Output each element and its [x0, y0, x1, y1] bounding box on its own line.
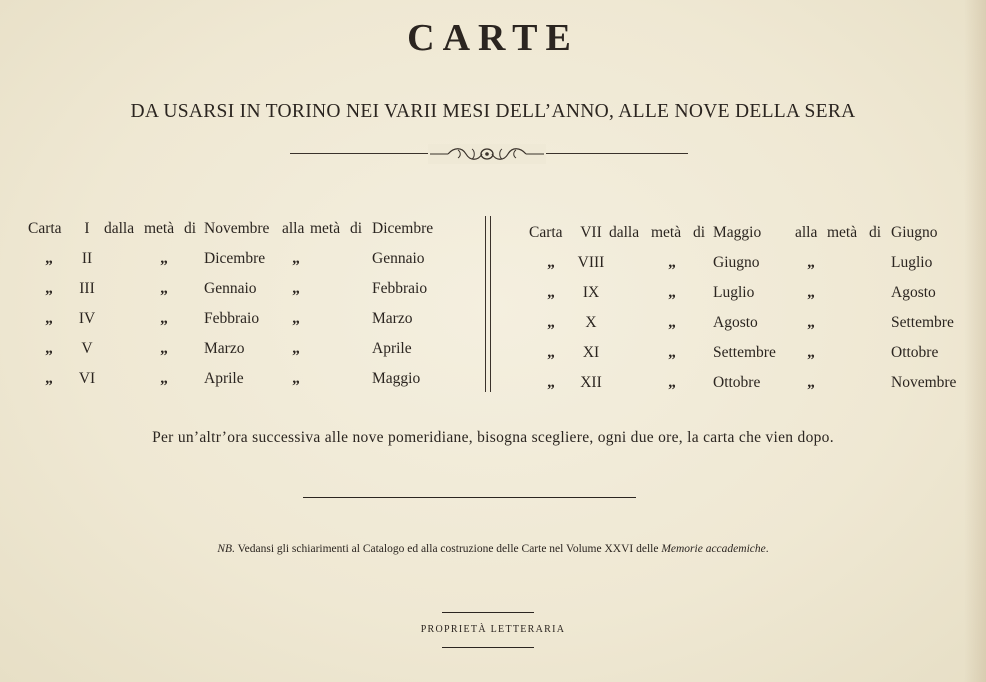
blank-cell: [184, 364, 204, 394]
ditto-mark: „: [45, 250, 53, 267]
blank-cell: [609, 308, 651, 338]
card-num: XII: [580, 374, 602, 391]
card-di2: di: [350, 220, 363, 237]
blank-cell: [869, 248, 891, 278]
card-to: Agosto: [891, 284, 936, 301]
blank-cell: [184, 304, 204, 334]
ditto-mark: „: [45, 370, 53, 387]
ditto-mark: „: [807, 374, 815, 391]
blank-cell: [693, 278, 713, 308]
ditto-mark: „: [45, 340, 53, 357]
blank-cell: [693, 248, 713, 278]
ditto-mark: „: [160, 310, 168, 327]
card-row: [529, 218, 965, 248]
blank-cell: [827, 308, 869, 338]
blank-cell: [104, 364, 144, 394]
ditto-mark: „: [807, 284, 815, 301]
ditto-mark: „: [668, 314, 676, 331]
card-di: di: [693, 224, 706, 241]
right-card-table: [529, 218, 965, 398]
column-divider: [485, 216, 491, 392]
ditto-mark: „: [807, 344, 815, 361]
card-alla: alla: [282, 220, 305, 237]
card-dalla: dalla: [609, 224, 640, 241]
card-meta: metà: [144, 220, 175, 237]
blank-cell: [104, 304, 144, 334]
blank-cell: [310, 334, 350, 364]
blank-cell: [869, 308, 891, 338]
card-label: Carta: [529, 224, 563, 241]
ditto-mark: „: [45, 310, 53, 327]
card-from: Agosto: [713, 314, 758, 331]
blank-cell: [310, 244, 350, 274]
nb-italic: Memorie accademiche: [661, 543, 766, 555]
blank-cell: [869, 368, 891, 398]
blank-cell: [609, 278, 651, 308]
card-row: [28, 274, 442, 304]
card-dalla: dalla: [104, 220, 135, 237]
ditto-mark: „: [547, 374, 555, 391]
card-to: Dicembre: [372, 220, 434, 237]
instruction-note: Per un’altr’ora successiva alle nove pomeridiane, bisogna scegliere, ogni due ore, la carta che vien dopo.: [152, 429, 834, 446]
blank-cell: [693, 368, 713, 398]
ditto-mark: „: [547, 284, 555, 301]
ditto-mark: „: [45, 280, 53, 297]
nb-footnote: [0, 543, 986, 555]
blank-cell: [310, 274, 350, 304]
blank-cell: [827, 278, 869, 308]
blank-cell: [104, 274, 144, 304]
card-row: [529, 308, 965, 338]
card-num: VII: [580, 224, 602, 241]
card-row: [529, 368, 965, 398]
card-from: Settembre: [713, 344, 776, 361]
card-to: Luglio: [891, 254, 933, 271]
card-row: [529, 338, 965, 368]
ditto-mark: „: [807, 314, 815, 331]
blank-cell: [609, 368, 651, 398]
blank-cell: [184, 244, 204, 274]
card-from: Marzo: [204, 340, 245, 357]
ditto-mark: „: [292, 280, 300, 297]
blank-cell: [184, 334, 204, 364]
card-to: Marzo: [372, 310, 413, 327]
page-subtitle: DA USARSI IN TORINO NEI VARII MESI DELL’ANNO, ALLE NOVE DELLA SERA: [130, 101, 856, 122]
flourish-ornament-icon: [428, 144, 546, 164]
card-row: [28, 334, 442, 364]
card-from: Dicembre: [204, 250, 266, 267]
card-to: Aprile: [372, 340, 412, 357]
blank-cell: [827, 368, 869, 398]
card-to: Novembre: [891, 374, 957, 391]
ditto-mark: „: [292, 370, 300, 387]
ditto-mark: „: [547, 314, 555, 331]
card-to: Febbraio: [372, 280, 428, 297]
blank-cell: [693, 308, 713, 338]
blank-cell: [184, 274, 204, 304]
card-to: Settembre: [891, 314, 954, 331]
card-from: Luglio: [713, 284, 755, 301]
ditto-mark: „: [292, 340, 300, 357]
ditto-mark: „: [807, 254, 815, 271]
blank-cell: [310, 304, 350, 334]
card-from: Gennaio: [204, 280, 257, 297]
card-meta2: metà: [827, 224, 858, 241]
nb-suffix: .: [765, 543, 769, 555]
footer-rule-bottom: [442, 647, 534, 648]
card-meta2: metà: [310, 220, 341, 237]
ditto-mark: „: [668, 284, 676, 301]
card-from: Novembre: [204, 220, 270, 237]
nb-text: Vedansi gli schiarimenti al Catalogo ed alla costruzione delle Carte nel Volume XXVI delle: [234, 543, 662, 555]
card-to: Gennaio: [372, 250, 425, 267]
blank-cell: [350, 334, 372, 364]
card-di2: di: [869, 224, 882, 241]
card-row: [28, 304, 442, 334]
card-num: IX: [582, 284, 600, 301]
card-num: V: [81, 340, 93, 357]
card-num: VIII: [577, 254, 605, 271]
blank-cell: [869, 278, 891, 308]
blank-cell: [310, 364, 350, 394]
footer-rule-top: [442, 612, 534, 613]
card-di: di: [184, 220, 197, 237]
blank-cell: [827, 338, 869, 368]
card-num: I: [84, 220, 90, 237]
card-num: X: [585, 314, 597, 331]
card-num: III: [79, 280, 95, 297]
card-num: II: [81, 250, 93, 267]
card-row: [28, 364, 442, 394]
ditto-mark: „: [160, 370, 168, 387]
blank-cell: [869, 338, 891, 368]
card-num: IV: [78, 310, 96, 327]
card-to: Giugno: [891, 224, 938, 241]
card-meta: metà: [651, 224, 682, 241]
card-from: Aprile: [204, 370, 244, 387]
card-from: Ottobre: [713, 374, 761, 391]
card-row: [529, 248, 965, 278]
ditto-mark: „: [547, 254, 555, 271]
blank-cell: [609, 338, 651, 368]
blank-cell: [350, 304, 372, 334]
ditto-mark: „: [547, 344, 555, 361]
card-from: Maggio: [713, 224, 762, 241]
ditto-mark: „: [668, 254, 676, 271]
ditto-mark: „: [292, 250, 300, 267]
ditto-mark: „: [668, 344, 676, 361]
blank-cell: [350, 274, 372, 304]
blank-cell: [609, 248, 651, 278]
left-card-table: [28, 214, 442, 394]
ditto-mark: „: [160, 340, 168, 357]
ditto-mark: „: [160, 280, 168, 297]
blank-cell: [350, 364, 372, 394]
blank-cell: [827, 248, 869, 278]
nb-prefix: NB.: [217, 543, 235, 555]
blank-cell: [350, 244, 372, 274]
ditto-mark: „: [160, 250, 168, 267]
separator-rule: [303, 497, 636, 498]
ditto-mark: „: [292, 310, 300, 327]
blank-cell: [693, 338, 713, 368]
card-to: Ottobre: [891, 344, 939, 361]
card-alla: alla: [795, 224, 818, 241]
card-from: Giugno: [713, 254, 760, 271]
blank-cell: [104, 334, 144, 364]
card-num: XI: [582, 344, 600, 361]
card-row: [529, 278, 965, 308]
footer-copyright: PROPRIETÀ LETTERARIA: [420, 624, 566, 635]
ditto-mark: „: [668, 374, 676, 391]
card-row: [28, 244, 442, 274]
card-to: Maggio: [372, 370, 421, 387]
card-from: Febbraio: [204, 310, 260, 327]
card-num: VI: [78, 370, 96, 387]
page-title: CARTE: [407, 17, 579, 59]
blank-cell: [104, 244, 144, 274]
card-label: Carta: [28, 220, 62, 237]
card-row: [28, 214, 442, 244]
